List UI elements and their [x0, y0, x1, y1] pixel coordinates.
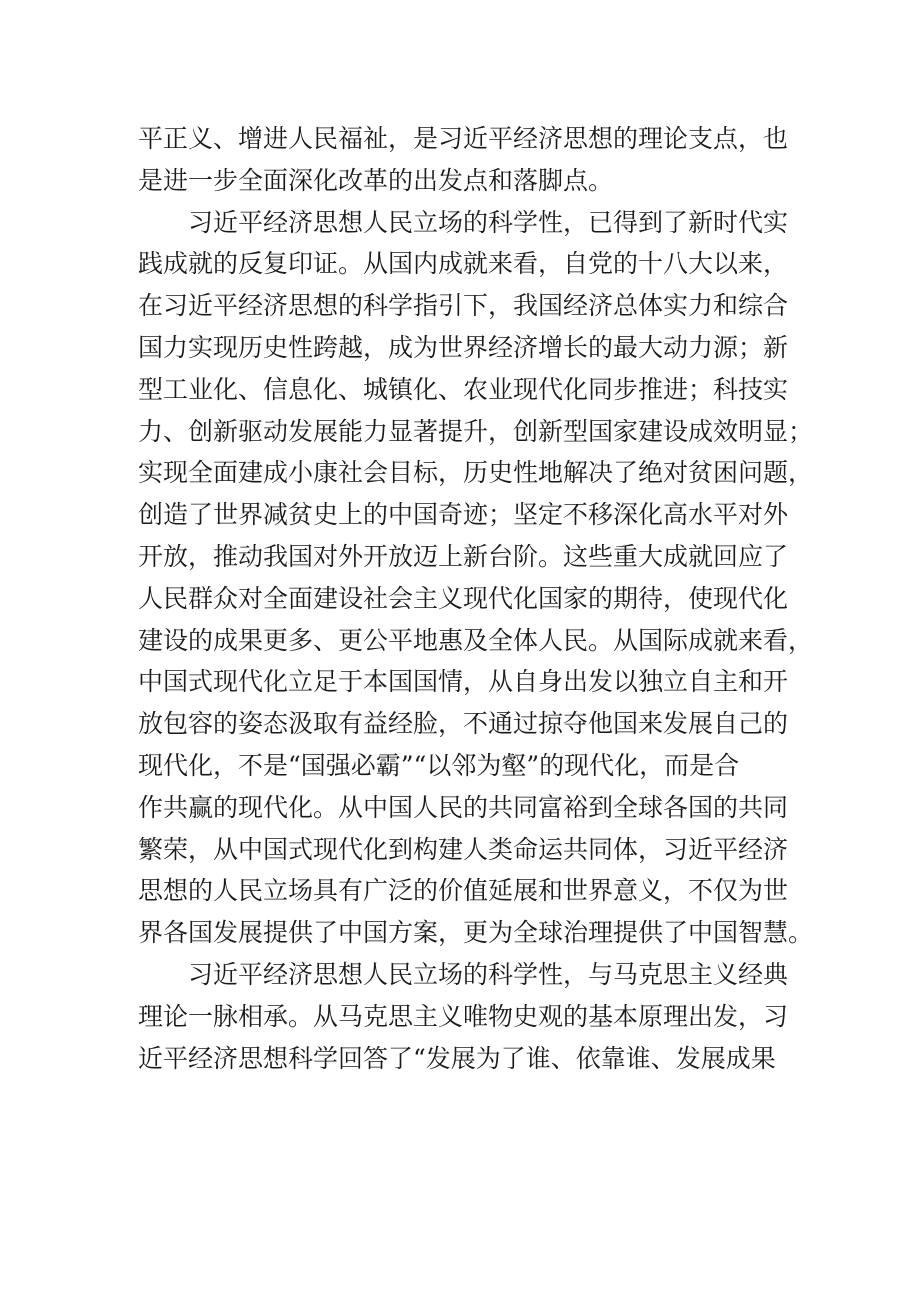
text-line: 力、创新驱动发展能力显著提升，创新型国家建设成效明显；	[138, 416, 814, 446]
text-line: 中国式现代化立足于本国国情，从自身出发以独立自主和开	[138, 667, 789, 697]
text-line: 国力实现历史性跨越，成为世界经济增长的最大动力源；新	[138, 332, 789, 362]
text-line: 思想的人民立场具有广泛的价值延展和世界意义，不仅为世	[138, 876, 789, 906]
text-line: 现代化，不是“国强必霸”“以邻为壑”的现代化，而是合	[138, 750, 740, 780]
text-line: 平正义、增进人民福祉，是习近平经济思想的理论支点，也	[138, 124, 789, 153]
text-line: 理论一脉相承。从马克思主义唯物史观的基本原理出发，习	[138, 1001, 789, 1031]
text-line: 作共赢的现代化。从中国人民的共同富裕到全球各国的共同	[138, 792, 789, 822]
text-line: 习近平经济思想人民立场的科学性，与马克思主义经典	[188, 959, 789, 989]
text-line: 界各国发展提供了中国方案，更为全球治理提供了中国智慧。	[138, 918, 814, 948]
body-text	[138, 118, 814, 1079]
text-line: 习近平经济思想人民立场的科学性，已得到了新时代实	[188, 207, 789, 237]
text-line: 在习近平经济思想的科学指引下，我国经济总体实力和综合	[138, 291, 789, 321]
text-line: 是进一步全面深化改革的出发点和落脚点。	[138, 165, 614, 195]
text-line: 近平经济思想科学回答了“发展为了谁、依靠谁、发展成果	[138, 1043, 776, 1073]
text-line: 繁荣，从中国式现代化到构建人类命运共同体，习近平经济	[138, 834, 789, 864]
text-line: 型工业化、信息化、城镇化、农业现代化同步推进；科技实	[138, 374, 789, 404]
text-line: 人民群众对全面建设社会主义现代化国家的期待，使现代化	[138, 583, 789, 613]
text-line: 践成就的反复印证。从国内成就来看，自党的十八大以来，	[138, 249, 789, 279]
text-line: 开放，推动我国对外开放迈上新台阶。这些重大成就回应了	[138, 541, 789, 571]
text-line: 建设的成果更多、更公平地惠及全体人民。从国际成就来看，	[138, 625, 814, 655]
text-line: 创造了世界减贫史上的中国奇迹；坚定不移深化高水平对外	[138, 500, 789, 530]
text-line: 放包容的姿态汲取有益经脸，不通过掠夺他国来发展自己的	[138, 709, 789, 739]
text-line: 实现全面建成小康社会目标，历史性地解决了绝对贫困问题，	[138, 458, 814, 488]
